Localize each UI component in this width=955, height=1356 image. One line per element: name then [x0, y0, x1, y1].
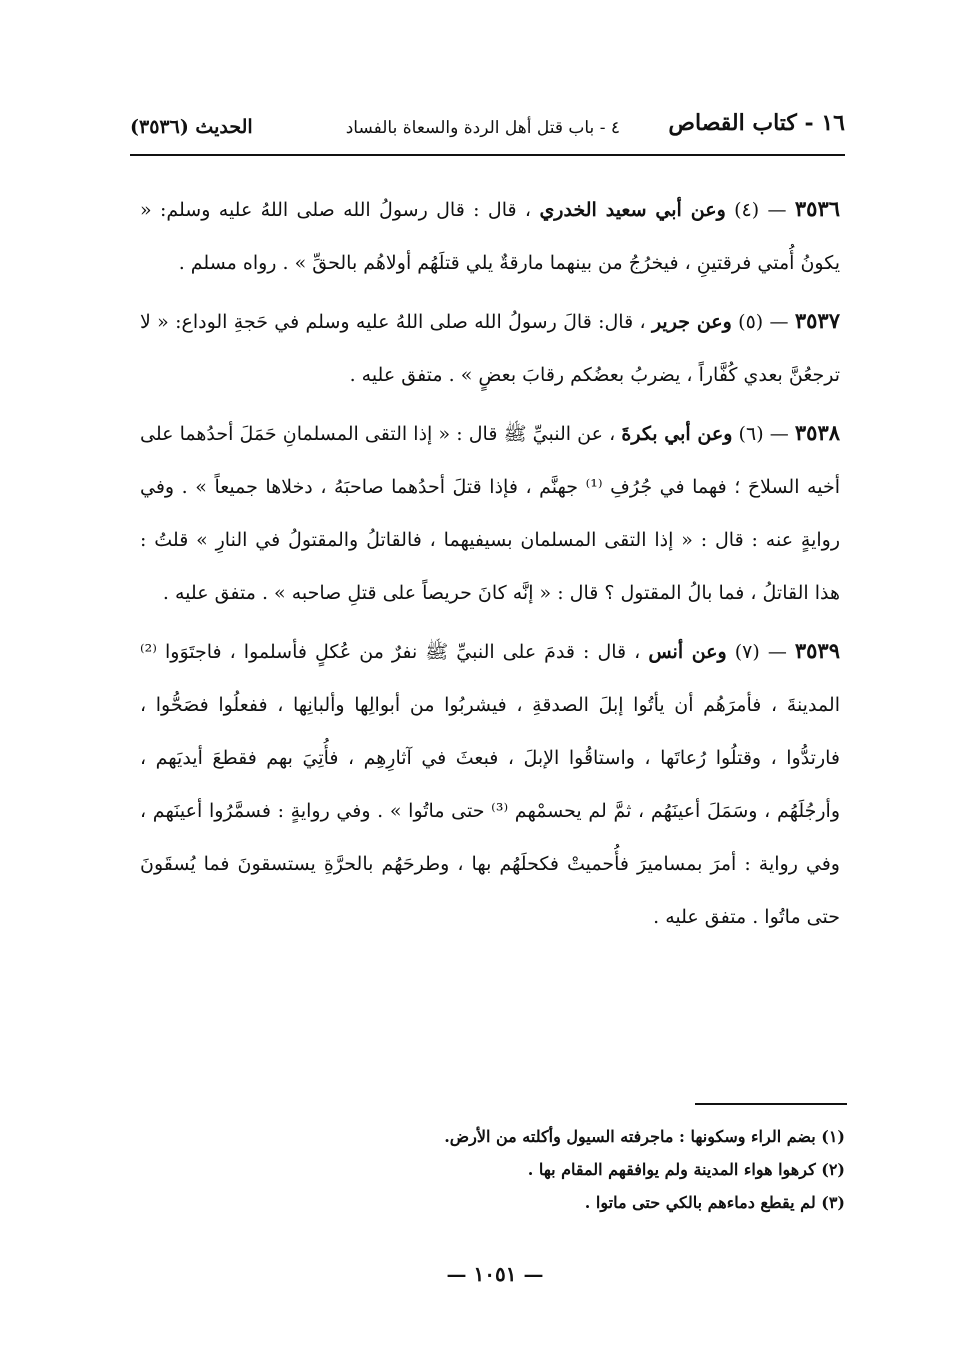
hadith-text: ، عن النبيِّ ﷺ قال : « إذا التقى المسلمانِ حَمَلَ أحدُهما على أخيه السلاحَ ؛ فهما في جُرُفِ ⁽¹⁾ جهنَّم ، فإذا قتلَ أحدُهما صاحبَهُ ، دخلاها جميعاً » . وفي روايةٍ عنه : قال : « إذا التقى المسلمان بسيفيهما ، فالقاتلُ والمقتولُ في النارِ » قلتُ : هذا القاتلُ ، فما بالُ المقتول ؟ قال : « إنَّه كانَ حريصاً على قتلِ صاحبه » . متفق عليه . — [140, 423, 840, 604]
hadith-entry: ٣٥٣٨ — (٦) وعن أبي بكرةَ ، عن النبيِّ ﷺ قال : « إذا التقى المسلمانِ حَمَلَ أحدُهما على أخيه السلاحَ ؛ فهما في جُرُفِ ⁽¹⁾ جهنَّم ، فإذا قتلَ أحدُهما صاحبَهُ ، دخلاها جميعاً » . وفي روايةٍ عنه : قال : « إذا التقى المسلمان بسيفيهما ، فالقاتلُ والمقتولُ في النارِ » قلتُ : هذا القاتلُ ، فما بالُ المقتول ؟ قال : « إنَّه كانَ حريصاً على قتلِ صاحبه » . متفق عليه . — [140, 420, 841, 604]
page-header — [130, 108, 845, 152]
hadith-order: (٦) — [738, 423, 764, 445]
hadith-text: ، قال: قالَ رسولُ الله صلى اللهُ عليه وسلم في حَجةِ الوداع: « لا ترجعُنَّ بعدي كُفَّاراً ، يضربُ بعضُكم رقابَ بعضٍ » . متفق عليه . — [140, 311, 840, 386]
hadith-entry: ٣٥٣٦ — (٤) وعن أبي سعيد الخدري ، قال : قال رسولُ الله صلى اللهُ عليه وسلم: « يكونُ أُمتي فرقتينِ ، فيخرُجُ من بينهما مارقةٌ يلي قتلَهُم أولاهُم بالحقِّ » . رواه مسلم . — [140, 196, 841, 274]
hadith-number: ٣٥٣٧ — [794, 308, 840, 333]
hadith-number: ٣٥٣٩ — [794, 638, 840, 663]
footnote: (٢) كرهوا هواء المدينة ولم يوافقهم المقام بها . — [527, 1160, 845, 1179]
hadith-narrator: وعن أبي سعيد الخدري — [539, 199, 726, 221]
chapter-title: ٤ - باب قتل أهل الردة والسعاة بالفساد — [345, 118, 620, 138]
book-title: ١٦ - كتاب القصاص — [668, 110, 845, 136]
hadith-entry: ٣٥٣٧ — (٥) وعن جرير ، قال: قالَ رسولُ الله صلى اللهُ عليه وسلم في حَجةِ الوداع: « لا ترجعُنَّ بعدي كُفَّاراً ، يضربُ بعضُكم رقابَ بعضٍ » . متفق عليه . — [140, 308, 840, 386]
hadith-order: (٧) — [734, 641, 760, 663]
hadith-narrator: وعن أبي بكرةَ — [621, 423, 733, 445]
main-text — [140, 182, 840, 944]
footnote: (١) بضم الراء وسكونها : ماجرفته السيول وأكلته من الأرض. — [444, 1127, 845, 1146]
hadith-range: الحديث (٣٥٣٦) — [130, 116, 253, 138]
hadith-narrator: وعن جرير — [651, 311, 732, 333]
header-divider — [130, 154, 845, 156]
footnote: (٣) لم يقطع دماءهم بالكي حتى ماتوا . — [584, 1193, 845, 1212]
hadith-text: ، قال : قدمَ على النبيِّ ﷺ نفرٌ من عُكلٍ فأسلموا ، فاجتَوَوا ⁽²⁾ المدينةَ ، فأمرَهُم أن يأتُوا إبلَ الصدقةِ ، فيشربُوا من أبوالِها وألبانِها ، ففعلُوا فصَحُّوا ، فارتدُّوا ، وقتلُوا رُعاتَها ، واستاقُوا الإبلَ ، فبعثَ في آثارِهِم ، فأُتِيَ بهم فقطعَ أيديَهم ، وأرجُلَهُم ، وسَمَلَ أعينَهُم ، ثمَّ لم يحسمْهم ⁽³⁾ حتى ماتُوا » . وفي روايةٍ : فسمَّرُوا أعينَهم ، وفي رواية : أمرَ بمساميرَ فأُحميتْ فكحلَهُم بها ، وطرحَهُم بالحرَّةِ يستسقونَ فما يُسقَونَ حتى ماتُوا . متفق عليه . — [140, 641, 841, 928]
hadith-entry: ٣٥٣٩ — (٧) وعن أنس ، قال : قدمَ على النبيِّ ﷺ نفرٌ من عُكلٍ فأسلموا ، فاجتَوَوا ⁽²⁾ المدينةَ ، فأمرَهُم أن يأتُوا إبلَ الصدقةِ ، فيشربُوا من أبوالِها وألبانِها ، ففعلُوا فصَحُّوا ، فارتدُّوا ، وقتلُوا رُعاتَها ، واستاقُوا الإبلَ ، فبعثَ في آثارِهِم ، فأُتِيَ بهم فقطعَ أيديَهم ، وأرجُلَهُم ، وسَمَلَ أعينَهُم ، ثمَّ لم يحسمْهم ⁽³⁾ حتى ماتُوا » . وفي روايةٍ : فسمَّرُوا أعينَهم ، وفي رواية : أمرَ بمساميرَ فأُحميتْ فكحلَهُم بها ، وطرحَهُم بالحرَّةِ يستسقونَ فما يُسقَونَ حتى ماتُوا . متفق عليه . — [140, 638, 841, 928]
hadith-number: ٣٥٣٦ — [794, 196, 841, 221]
footnotes — [300, 1120, 845, 1219]
hadith-order: (٤) — [734, 199, 760, 221]
footnote-divider — [695, 1103, 847, 1105]
hadith-order: (٥) — [738, 311, 764, 333]
hadith-number: ٣٥٣٨ — [794, 420, 841, 445]
hadith-narrator: وعن أنس — [648, 641, 727, 663]
hadith-text: ، قال : قال رسولُ الله صلى اللهُ عليه وسلم: « يكونُ أُمتي فرقتينِ ، فيخرُجُ من بينهما مارقةٌ يلي قتلَهُم أولاهُم بالحقِّ » . رواه مسلم . — [140, 199, 840, 274]
page-number: — ١٠٥١ — — [446, 1262, 544, 1286]
